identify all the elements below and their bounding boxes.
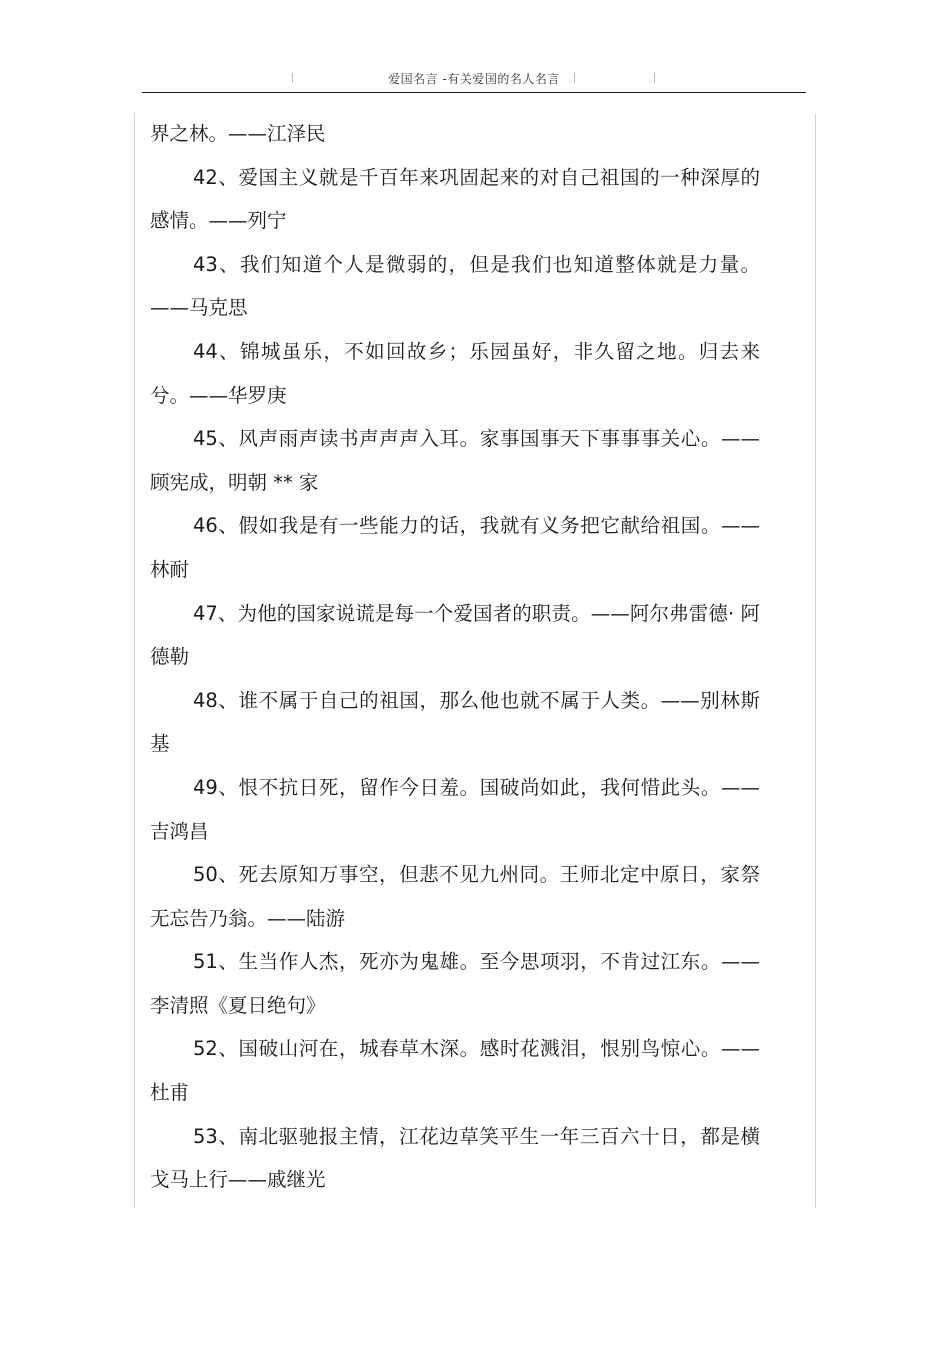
quote-paragraph: 界之林。——江泽民 (150, 122, 326, 145)
quote-paragraph: 42、爱国主义就是千百年来巩固起来的对自己祖国的一种深厚的感情。——列宁 (150, 165, 760, 233)
page-header (142, 64, 806, 93)
quote-paragraph: 44、锦城虽乐，不如回故乡；乐园虽好，非久留之地。归去来兮。——华罗庚 (150, 339, 760, 407)
header-tick-right (654, 73, 655, 83)
quote-paragraph: 45、风声雨声读书声声声入耳。家事国事天下事事事关心。——顾宪成，明朝 ** 家 (150, 427, 760, 494)
quote-paragraph: 46、假如我是有一些能力的话，我就有义务把它献给祖国。——林耐 (150, 514, 760, 581)
quote-paragraph: 52、国破山河在，城春草木深。感时花溅泪，恨别鸟惊心。——杜甫 (150, 1037, 760, 1105)
quote-paragraph: 43、我们知道个人是微弱的，但是我们也知道整体就是力量。——马克思 (150, 252, 760, 320)
quote-paragraph: 50、死去原知万事空，但悲不见九州同。王师北定中原日，家祭无忘告乃翁。——陆游 (150, 863, 760, 930)
quote-paragraph: 53、南北驱驰报主情，江花边草笑平生一年三百六十日，都是横戈马上行——戚继光 (150, 1124, 760, 1192)
quote-paragraph: 51、生当作人杰，死亦为鬼雄。至今思项羽，不肯过江东。——李清照《夏日绝句》 (150, 950, 760, 1017)
quote-paragraph: 49、恨不抗日死，留作今日羞。国破尚如此，我何惜此头。——吉鸿昌 (150, 775, 760, 843)
header-tick-mid (574, 73, 575, 83)
right-margin-rule (815, 114, 816, 1208)
quote-paragraph: 48、谁不属于自己的祖国，那么他也就不属于人类。——别林斯基 (150, 688, 760, 756)
document-body (150, 112, 760, 1202)
quote-paragraph: 47、为他的国家说谎是每一个爱国者的职责。——阿尔弗雷德· 阿德勒 (150, 601, 760, 669)
left-margin-rule (134, 114, 135, 1208)
header-title: 爱国名言 -有关爱国的名人名言 (388, 72, 560, 86)
